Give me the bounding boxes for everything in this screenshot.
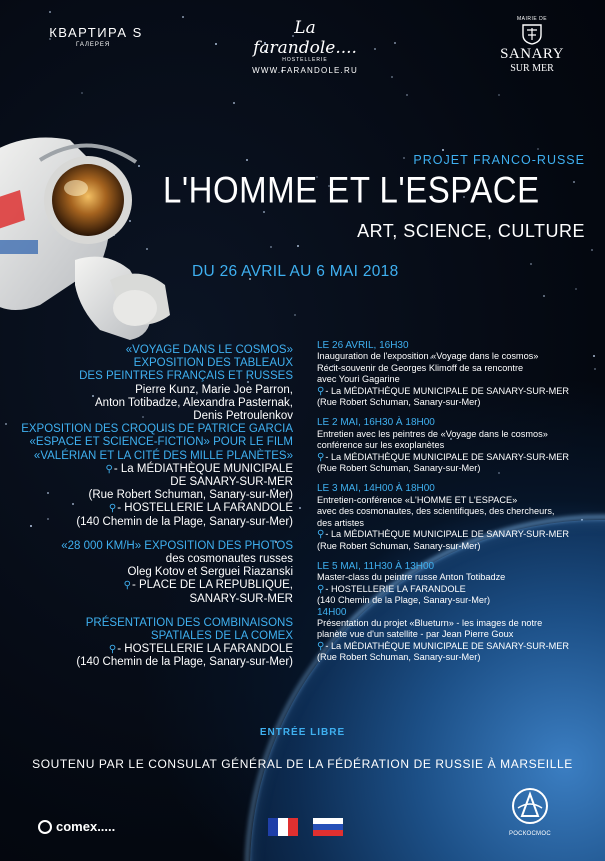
support-line: SOUTENU PAR LE CONSULAT GÉNÉRAL DE LA FÉDÉRATION DE RUSSIE À MARSEILLE <box>32 757 573 771</box>
venue-line <box>3 463 293 476</box>
location-pin-icon: ⚲ <box>317 451 325 463</box>
city-name: SANARY <box>500 46 564 62</box>
text-line: - HOSTELLERIE LA FARANDOLE <box>325 583 466 594</box>
text-line: - La MÉDIATHÈQUE MUNICIPALE <box>113 462 293 475</box>
right-program <box>317 340 602 664</box>
text-line: (Rue Robert Schuman, Sanary-sur-Mer) <box>317 397 481 408</box>
france-flag-icon <box>268 818 298 836</box>
star <box>215 43 217 45</box>
farandole-logo <box>250 18 360 75</box>
star <box>442 149 444 151</box>
text-line: (Rue Robert Schuman, Sanary-sur-Mer) <box>88 489 293 502</box>
text-line: PRÉSENTATION DES COMBINAISONS <box>85 616 293 629</box>
project-label: PROJET FRANCO-RUSSE <box>413 153 585 167</box>
star <box>498 94 500 96</box>
text-line: des artistes <box>317 517 364 528</box>
text-line: (140 Chemin de la Plage, Sanary-sur-Mer) <box>76 656 293 669</box>
event-date: LE 3 MAI, 14H00 À 18H00 <box>317 483 435 495</box>
star <box>537 148 539 150</box>
venue-line <box>317 452 602 463</box>
text-line: des cosmonautes russes <box>165 553 293 566</box>
left-program <box>3 344 293 670</box>
star <box>182 16 184 18</box>
farandole-name: La farandole.... <box>253 18 357 58</box>
text-line: EXPOSITION DES TABLEAUX <box>133 357 293 370</box>
location-pin-icon: ⚲ <box>317 640 325 652</box>
gallery-sub: ГАЛЕРЕЯ <box>76 42 111 48</box>
location-pin-icon: ⚲ <box>108 503 117 515</box>
event-date: 14H00 <box>317 606 347 618</box>
exhibit-garcia-title <box>3 423 293 463</box>
text-line: «VALÉRIAN ET LA CITÉ DES MILLE PLANÈTES» <box>33 449 293 462</box>
city-sub: SUR MER <box>510 63 554 74</box>
text-line: - HOSTELLERIE LA FARANDOLE <box>117 502 293 515</box>
sanary-crest-icon <box>521 23 543 45</box>
star <box>394 42 396 44</box>
farandole-sub: HOSTELLERIE <box>282 57 328 63</box>
text-line: - PLACE DE LA REPUBLIQUE, <box>131 579 293 592</box>
text-line: Présentation du projet «Blueturn» - les images de notre <box>317 617 543 628</box>
subtitle: ART, SCIENCE, CULTURE <box>357 221 585 241</box>
star <box>575 288 577 290</box>
text-line: - La MÉDIATHÈQUE MUNICIPALE DE SANARY-SUR-MER <box>325 385 570 396</box>
venue-line <box>317 386 602 397</box>
text-line: - La MÉDIATHÈQUE MUNICIPALE DE SANARY-SUR-MER <box>325 529 570 540</box>
text-line: Anton Totibadze, Alexandra Pasternak, <box>95 396 293 409</box>
event-date: LE 26 AVRIL, 16H30 <box>317 340 409 351</box>
exhibit-garcia-places <box>3 463 293 529</box>
text-line: (Rue Robert Schuman, Sanary-sur-Mer) <box>317 652 481 663</box>
star <box>391 76 393 78</box>
text-line: (Rue Robert Schuman, Sanary-sur-Mer) <box>317 540 481 551</box>
text-line: Entretien-conférence «L'HOMME ET L'ESPACE» <box>317 494 518 505</box>
roscosmos-name: РОСКОСМОС <box>509 831 551 837</box>
star <box>270 246 272 248</box>
star <box>543 295 545 297</box>
mairie-label: MAIRIE DE <box>516 16 548 22</box>
sanary-logo <box>492 16 572 74</box>
event-date: LE 5 MAI, 11H30 À 13H00 <box>317 560 435 572</box>
venue-line <box>3 643 293 656</box>
text-line: (140 Chemin de la Plage, Sanary-sur-Mer) <box>76 515 293 528</box>
text-line: DES PEINTRES FRANÇAIS ET RUSSES <box>79 370 293 383</box>
text-line: avec Youri Gagarine <box>317 374 400 385</box>
text-line: avec des cosmonautes, des scientifiques, des chercheurs, <box>317 506 555 517</box>
star <box>374 48 376 50</box>
venue-line <box>3 579 293 592</box>
exhibit-comex-places <box>3 643 293 669</box>
farandole-url: WWW.FARANDOLE.RU <box>252 66 358 75</box>
text-line: Entretien avec les peintres de «Voyage dans le cosmos» <box>317 428 548 439</box>
kvartira-s-logo <box>36 25 156 48</box>
star <box>591 249 593 251</box>
text-line: «VOYAGE DANS LE COSMOS» <box>125 344 293 356</box>
text-line: planète vue d'un satellite - par Jean Pierre Goux <box>317 629 514 640</box>
event-date: LE 2 MAI, 16H30 À 18H00 <box>317 417 435 429</box>
exhibit-photos-desc <box>3 553 293 606</box>
text-line: SPATIALES DE LA COMEX <box>150 630 293 643</box>
venue-line <box>317 641 602 652</box>
star <box>49 11 51 13</box>
venue-line <box>317 529 602 540</box>
text-line: Inauguration de l'exposition «Voyage dans le cosmos» <box>317 351 539 362</box>
text-line: (140 Chemin de la Plage, Sanary-sur-Mer) <box>317 595 491 606</box>
exhibit-cosmos-artists <box>3 384 293 424</box>
star <box>403 157 405 159</box>
location-pin-icon: ⚲ <box>317 583 325 595</box>
star <box>530 263 532 265</box>
venue-line <box>3 502 293 515</box>
gallery-name: КВАРТИРА S <box>49 25 143 40</box>
main-title: L'HOMME ET L'ESPACE <box>163 169 540 211</box>
location-pin-icon: ⚲ <box>105 463 113 475</box>
text-line: «ESPACE ET SCIENCE-FICTION» POUR LE FILM <box>29 436 293 449</box>
text-line: Master-class du peintre russe Anton Totibadze <box>317 572 506 583</box>
comex-logo <box>38 819 115 834</box>
exhibit-photos-title: «28 000 KM/H» EXPOSITION DES PHOTOS <box>61 539 293 552</box>
text-line: - La MÉDIATHÈQUE MUNICIPALE DE SANARY-SUR-MER <box>325 451 570 462</box>
text-line: Récit-souvenir de Georges Klimoff de sa rencontre <box>317 362 524 373</box>
text-line: Oleg Kotov et Serguei Riazanski <box>127 566 293 579</box>
text-line: EXPOSITION DES CROQUIS DE PATRICE GARCIA <box>21 423 293 436</box>
russia-flag-icon <box>313 818 343 836</box>
venue-line <box>317 584 602 595</box>
text-line: SANARY-SUR-MER <box>189 592 293 605</box>
star <box>299 507 301 509</box>
astronaut-image <box>0 90 240 350</box>
location-pin-icon: ⚲ <box>123 580 131 592</box>
text-line: (Rue Robert Schuman, Sanary-sur-Mer) <box>317 463 481 474</box>
text-line: Denis Petroulenkov <box>193 410 293 423</box>
text-line: conférence sur les exoplanètes <box>317 440 445 451</box>
exhibit-cosmos-title <box>3 344 293 384</box>
star <box>573 181 575 183</box>
entry-free: ENTRÉE LIBRE <box>259 727 346 738</box>
star <box>297 245 299 247</box>
star <box>246 159 248 161</box>
star <box>406 94 408 96</box>
star <box>294 314 296 316</box>
text-line: - La MÉDIATHÈQUE MUNICIPALE DE SANARY-SUR-MER <box>325 640 570 651</box>
location-pin-icon: ⚲ <box>317 385 325 397</box>
roscosmos-logo <box>505 786 555 837</box>
text-line: - HOSTELLERIE LA FARANDOLE <box>117 643 293 656</box>
location-pin-icon: ⚲ <box>108 644 117 656</box>
comex-name: comex..... <box>56 819 116 834</box>
roscosmos-emblem-icon <box>510 786 550 826</box>
text-line: Pierre Kunz, Marie Joe Parron, <box>135 383 293 396</box>
exhibit-comex-title <box>3 617 293 643</box>
date-range: DU 26 AVRIL AU 6 MAI 2018 <box>192 263 399 280</box>
comex-mark-icon <box>38 820 52 834</box>
text-line: DE SANARY-SUR-MER <box>170 476 293 489</box>
location-pin-icon: ⚲ <box>317 529 325 541</box>
